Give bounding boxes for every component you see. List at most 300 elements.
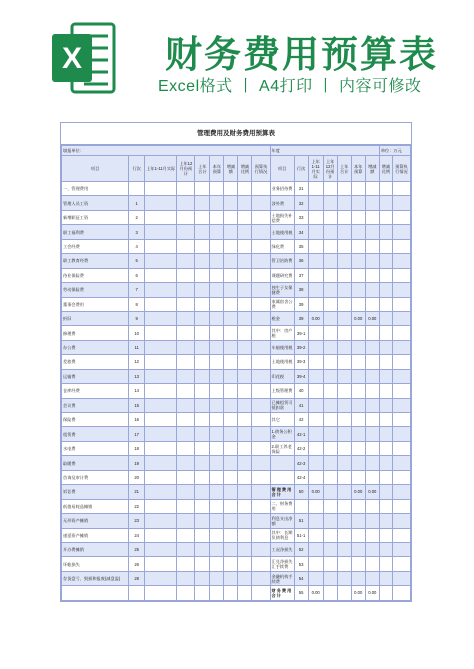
empty-cell xyxy=(195,182,210,196)
table-row xyxy=(62,514,411,528)
header-item: 项目 xyxy=(62,156,129,182)
empty-cell xyxy=(392,427,410,441)
line-cell: 28 xyxy=(129,571,145,585)
prev-total-cell-right xyxy=(337,499,351,513)
line-cell: 12 xyxy=(129,355,145,369)
empty-cell xyxy=(379,254,392,268)
item-cell-right: 1.债务公积金 xyxy=(270,427,294,441)
empty-cell xyxy=(238,470,252,484)
prev-1-11-cell-right xyxy=(308,470,323,484)
item-cell xyxy=(62,586,129,600)
empty-cell xyxy=(238,210,252,224)
item-cell: 坏帐损失 xyxy=(62,557,129,571)
line-cell: 6 xyxy=(129,268,145,282)
empty-cell xyxy=(210,571,224,585)
empty-cell xyxy=(252,196,270,210)
empty-cell xyxy=(224,470,238,484)
header-prev-1-11-right: 上年1-11月实际 xyxy=(308,156,323,182)
item-cell: 诉讼费 xyxy=(62,485,129,499)
inc-amt-cell-right xyxy=(365,355,379,369)
item-cell-right xyxy=(270,456,294,470)
empty-cell xyxy=(210,441,224,455)
empty-cell xyxy=(224,499,238,513)
table-row xyxy=(62,441,411,455)
empty-cell xyxy=(195,456,210,470)
inc-amt-cell-right xyxy=(365,571,379,585)
empty-cell xyxy=(238,239,252,253)
empty-cell xyxy=(252,398,270,412)
prev-total-cell-right xyxy=(337,427,351,441)
template-banner xyxy=(0,0,474,110)
empty-cell xyxy=(177,196,195,210)
prev-1-11-cell-right xyxy=(308,225,323,239)
item-cell-right: 管卫治防费 xyxy=(270,254,294,268)
empty-cell xyxy=(392,528,410,542)
item-cell: 无形资产摊销 xyxy=(62,514,129,528)
unit-label: 填报单位： xyxy=(62,146,271,156)
empty-cell xyxy=(238,427,252,441)
item-cell-right: 绿化费 xyxy=(270,239,294,253)
prev-1-11-cell-right xyxy=(308,413,323,427)
empty-cell xyxy=(145,268,177,282)
empty-cell xyxy=(210,485,224,499)
empty-cell xyxy=(252,514,270,528)
empty-cell xyxy=(392,398,410,412)
line-cell: 21 xyxy=(129,485,145,499)
inc-amt-cell-right xyxy=(365,441,379,455)
line-cell-right: 35 xyxy=(294,239,308,253)
prev-1-11-cell-right xyxy=(308,283,323,297)
line-cell: 9 xyxy=(129,311,145,325)
empty-cell xyxy=(238,528,252,542)
table-row xyxy=(62,485,411,499)
prev-1-11-cell-right xyxy=(308,297,323,311)
table-row xyxy=(62,225,411,239)
empty-cell xyxy=(392,225,410,239)
empty-cell xyxy=(379,470,392,484)
empty-cell xyxy=(252,239,270,253)
empty-cell xyxy=(238,398,252,412)
prev-dec-cell-right xyxy=(323,586,337,600)
line-cell-right: 51-1 xyxy=(294,528,308,542)
header-prev-dec-right: 上年12月份预计 xyxy=(323,156,337,182)
line-cell-right: 34 xyxy=(294,225,308,239)
empty-cell xyxy=(145,514,177,528)
empty-cell xyxy=(177,427,195,441)
empty-cell xyxy=(224,571,238,585)
item-cell: 递延资产摊销 xyxy=(62,528,129,542)
prev-total-cell-right xyxy=(337,210,351,224)
this-year-cell-right xyxy=(351,384,365,398)
empty-cell xyxy=(379,441,392,455)
empty-cell xyxy=(379,586,392,600)
empty-cell xyxy=(224,182,238,196)
item-cell: 存货盘亏、毁损和报废(减盘盈) xyxy=(62,571,129,585)
prev-dec-cell-right xyxy=(323,297,337,311)
table-row xyxy=(62,528,411,542)
item-cell-right: 2.职工养老保险 xyxy=(270,441,294,455)
item-cell: 会议费 xyxy=(62,398,129,412)
header-this-year-right: 本年预算 xyxy=(351,156,365,182)
line-cell: 8 xyxy=(129,297,145,311)
this-year-cell-right xyxy=(351,182,365,196)
empty-cell xyxy=(145,210,177,224)
empty-cell xyxy=(252,283,270,297)
empty-cell xyxy=(379,485,392,499)
empty-cell xyxy=(145,542,177,556)
empty-cell xyxy=(195,470,210,484)
empty-cell xyxy=(177,470,195,484)
table-row xyxy=(62,196,411,210)
empty-cell xyxy=(379,542,392,556)
line-cell-right: 55 xyxy=(294,586,308,600)
empty-cell xyxy=(252,427,270,441)
empty-cell xyxy=(177,557,195,571)
line-cell: 24 xyxy=(129,528,145,542)
table-row xyxy=(62,557,411,571)
empty-cell xyxy=(195,355,210,369)
empty-cell xyxy=(210,340,224,354)
empty-cell xyxy=(177,586,195,600)
empty-cell xyxy=(177,485,195,499)
line-cell: 10 xyxy=(129,326,145,340)
item-cell: 差旅费 xyxy=(62,355,129,369)
table-row xyxy=(62,283,411,297)
line-cell: 25 xyxy=(129,542,145,556)
empty-cell xyxy=(177,283,195,297)
empty-cell xyxy=(177,297,195,311)
empty-cell xyxy=(238,254,252,268)
empty-cell xyxy=(392,470,410,484)
prev-dec-cell-right xyxy=(323,283,337,297)
empty-cell xyxy=(238,456,252,470)
empty-cell xyxy=(238,196,252,210)
empty-cell xyxy=(392,210,410,224)
this-year-cell-right xyxy=(351,470,365,484)
table-row xyxy=(62,239,411,253)
inc-amt-cell-right xyxy=(365,514,379,528)
empty-cell xyxy=(392,340,410,354)
empty-cell xyxy=(392,182,410,196)
inc-amt-cell-right xyxy=(365,427,379,441)
prev-dec-cell-right xyxy=(323,542,337,556)
prev-1-11-cell-right xyxy=(308,268,323,282)
header-prev-1-11: 上年1-11月实际 xyxy=(145,156,177,182)
empty-cell xyxy=(224,254,238,268)
empty-cell xyxy=(145,413,177,427)
prev-1-11-cell-right xyxy=(308,340,323,354)
prev-dec-cell-right xyxy=(323,427,337,441)
inc-amt-cell-right xyxy=(365,210,379,224)
empty-cell xyxy=(379,398,392,412)
empty-cell xyxy=(379,283,392,297)
empty-cell xyxy=(224,369,238,383)
empty-cell xyxy=(224,340,238,354)
empty-cell xyxy=(224,398,238,412)
empty-cell xyxy=(177,355,195,369)
empty-cell xyxy=(177,210,195,224)
table-row xyxy=(62,182,411,196)
line-cell: 11 xyxy=(129,340,145,354)
item-cell-right: 管理费用合计 xyxy=(270,485,294,499)
empty-cell xyxy=(145,254,177,268)
this-year-cell-right: 0.00 xyxy=(351,586,365,600)
line-cell-right: 31 xyxy=(294,182,308,196)
table-row xyxy=(62,499,411,513)
line-cell: 3 xyxy=(129,225,145,239)
table-row xyxy=(62,311,411,325)
table-row xyxy=(62,340,411,354)
empty-cell xyxy=(145,571,177,585)
line-cell-right xyxy=(294,499,308,513)
empty-cell xyxy=(252,456,270,470)
prev-1-11-cell-right xyxy=(308,398,323,412)
prev-1-11-cell-right xyxy=(308,326,323,340)
this-year-cell-right xyxy=(351,210,365,224)
line-cell: 16 xyxy=(129,413,145,427)
line-cell-right: 39-3 xyxy=(294,355,308,369)
item-cell: 低值易耗品摊销 xyxy=(62,499,129,513)
header-line-right: 行次 xyxy=(294,156,308,182)
empty-cell xyxy=(145,283,177,297)
empty-cell xyxy=(379,297,392,311)
empty-cell xyxy=(392,355,410,369)
empty-cell xyxy=(210,268,224,282)
empty-cell xyxy=(379,499,392,513)
line-cell xyxy=(129,182,145,196)
this-year-cell-right xyxy=(351,557,365,571)
this-year-cell-right xyxy=(351,499,365,513)
prev-dec-cell-right xyxy=(323,528,337,542)
prev-1-11-cell-right: 0.00 xyxy=(308,311,323,325)
header-forecast-right: 预算执行情况 xyxy=(392,156,410,182)
excel-logo-icon xyxy=(50,20,118,96)
prev-1-11-cell-right xyxy=(308,514,323,528)
item-cell: 修理费 xyxy=(62,326,129,340)
prev-1-11-cell-right: 0.00 xyxy=(308,586,323,600)
empty-cell xyxy=(210,470,224,484)
this-year-cell-right xyxy=(351,571,365,585)
prev-1-11-cell-right xyxy=(308,557,323,571)
item-cell-right: 土地使用税 xyxy=(270,225,294,239)
inc-amt-cell-right xyxy=(365,398,379,412)
empty-cell xyxy=(145,182,177,196)
empty-cell xyxy=(177,225,195,239)
empty-cell xyxy=(145,326,177,340)
this-year-cell-right xyxy=(351,297,365,311)
table-row xyxy=(62,413,411,427)
empty-cell xyxy=(145,297,177,311)
prev-dec-cell-right xyxy=(323,398,337,412)
prev-1-11-cell-right xyxy=(308,384,323,398)
empty-cell xyxy=(145,499,177,513)
inc-amt-cell-right xyxy=(365,254,379,268)
prev-dec-cell-right xyxy=(323,182,337,196)
line-cell: 26 xyxy=(129,557,145,571)
table-row xyxy=(62,254,411,268)
empty-cell xyxy=(392,586,410,600)
empty-cell xyxy=(238,268,252,282)
inc-amt-cell-right xyxy=(365,557,379,571)
inc-amt-cell-right xyxy=(365,283,379,297)
prev-1-11-cell-right xyxy=(308,239,323,253)
empty-cell xyxy=(210,254,224,268)
line-cell-right: 52 xyxy=(294,542,308,556)
empty-cell xyxy=(224,326,238,340)
empty-cell xyxy=(238,355,252,369)
empty-cell xyxy=(238,557,252,571)
prev-dec-cell-right xyxy=(323,225,337,239)
empty-cell xyxy=(210,297,224,311)
prev-dec-cell-right xyxy=(323,210,337,224)
empty-cell xyxy=(210,427,224,441)
empty-cell xyxy=(195,398,210,412)
prev-dec-cell-right xyxy=(323,268,337,282)
empty-cell xyxy=(177,182,195,196)
prev-total-cell-right xyxy=(337,456,351,470)
empty-cell xyxy=(379,413,392,427)
empty-cell xyxy=(252,586,270,600)
empty-cell xyxy=(238,182,252,196)
item-cell: 董事会费用 xyxy=(62,297,129,311)
inc-amt-cell-right xyxy=(365,499,379,513)
empty-cell xyxy=(145,369,177,383)
line-cell: 22 xyxy=(129,499,145,513)
line-cell-right: 42-2 xyxy=(294,441,308,455)
empty-cell xyxy=(252,254,270,268)
empty-cell xyxy=(392,297,410,311)
empty-cell xyxy=(195,441,210,455)
empty-cell xyxy=(392,239,410,253)
line-cell-right: 39-4 xyxy=(294,369,308,383)
item-cell: 租赁费 xyxy=(62,427,129,441)
item-cell: 职工教育经费 xyxy=(62,254,129,268)
year-label: 年度 xyxy=(270,146,379,156)
item-cell-right xyxy=(270,470,294,484)
line-cell-right: 42-4 xyxy=(294,470,308,484)
this-year-cell-right xyxy=(351,340,365,354)
empty-cell xyxy=(145,470,177,484)
inc-amt-cell-right xyxy=(365,470,379,484)
prev-1-11-cell-right xyxy=(308,355,323,369)
line-cell-right: 33 xyxy=(294,210,308,224)
empty-cell xyxy=(379,427,392,441)
table-row xyxy=(62,326,411,340)
empty-cell xyxy=(177,340,195,354)
empty-cell xyxy=(252,225,270,239)
empty-cell xyxy=(224,268,238,282)
item-cell-right: 税金 xyxy=(270,311,294,325)
header-forecast: 预算执行情况 xyxy=(252,156,270,182)
inc-amt-cell-right xyxy=(365,225,379,239)
empty-cell xyxy=(392,311,410,325)
empty-cell xyxy=(392,268,410,282)
inc-amt-cell-right xyxy=(365,528,379,542)
inc-amt-cell-right xyxy=(365,239,379,253)
prev-1-11-cell-right xyxy=(308,542,323,556)
empty-cell xyxy=(224,485,238,499)
empty-cell xyxy=(195,586,210,600)
empty-cell xyxy=(210,586,224,600)
banner-title: 财务费用预算表 xyxy=(165,34,438,75)
inc-amt-cell-right: 0.00 xyxy=(365,586,379,600)
empty-cell xyxy=(379,326,392,340)
empty-cell xyxy=(238,384,252,398)
inc-amt-cell-right xyxy=(365,340,379,354)
line-cell-right: 50 xyxy=(294,485,308,499)
prev-total-cell-right xyxy=(337,268,351,282)
item-cell: 仓库经费 xyxy=(62,384,129,398)
empty-cell xyxy=(195,514,210,528)
item-cell: 折旧 xyxy=(62,311,129,325)
spreadsheet-preview xyxy=(60,122,412,602)
empty-cell xyxy=(379,369,392,383)
this-year-cell-right xyxy=(351,528,365,542)
empty-cell xyxy=(379,355,392,369)
this-year-cell-right xyxy=(351,456,365,470)
prev-total-cell-right xyxy=(337,384,351,398)
empty-cell xyxy=(224,196,238,210)
item-cell-right: 车船使用税 xyxy=(270,340,294,354)
item-cell: 运输费 xyxy=(62,369,129,383)
prev-total-cell-right xyxy=(337,557,351,571)
prev-total-cell-right xyxy=(337,485,351,499)
prev-total-cell-right xyxy=(337,369,351,383)
prev-dec-cell-right xyxy=(323,456,337,470)
empty-cell xyxy=(177,384,195,398)
empty-cell xyxy=(379,514,392,528)
empty-cell xyxy=(210,326,224,340)
this-year-cell-right xyxy=(351,398,365,412)
prev-1-11-cell-right xyxy=(308,182,323,196)
banner-subtitle: Excel格式 丨 A4打印 丨 内容可修改 xyxy=(158,78,422,95)
line-cell-right: 42-1 xyxy=(294,427,308,441)
table-row xyxy=(62,297,411,311)
sheet-title: 管理费用及财务费用预算表 xyxy=(61,123,411,145)
empty-cell xyxy=(145,557,177,571)
empty-cell xyxy=(224,210,238,224)
empty-cell xyxy=(252,326,270,340)
item-cell-right: 家属宿舍公费 xyxy=(270,297,294,311)
line-cell-right: 39-1 xyxy=(294,326,308,340)
empty-cell xyxy=(238,485,252,499)
empty-cell xyxy=(238,571,252,585)
empty-cell xyxy=(177,499,195,513)
empty-cell xyxy=(392,499,410,513)
line-cell-right: 39 xyxy=(294,297,308,311)
prev-total-cell-right xyxy=(337,297,351,311)
empty-cell xyxy=(379,456,392,470)
empty-cell xyxy=(177,441,195,455)
prev-total-cell-right xyxy=(337,283,351,297)
line-cell-right: 51 xyxy=(294,514,308,528)
empty-cell xyxy=(379,311,392,325)
empty-cell xyxy=(195,499,210,513)
this-year-cell-right xyxy=(351,413,365,427)
empty-cell xyxy=(252,182,270,196)
empty-cell xyxy=(252,485,270,499)
empty-cell xyxy=(177,326,195,340)
empty-cell xyxy=(195,239,210,253)
empty-cell xyxy=(145,441,177,455)
prev-1-11-cell-right xyxy=(308,456,323,470)
item-cell: 待业保险费 xyxy=(62,268,129,282)
header-prev-total: 上年合计 xyxy=(195,156,210,182)
header-line: 行次 xyxy=(129,156,145,182)
prev-total-cell-right xyxy=(337,542,351,556)
empty-cell xyxy=(252,413,270,427)
prev-total-cell-right xyxy=(337,398,351,412)
